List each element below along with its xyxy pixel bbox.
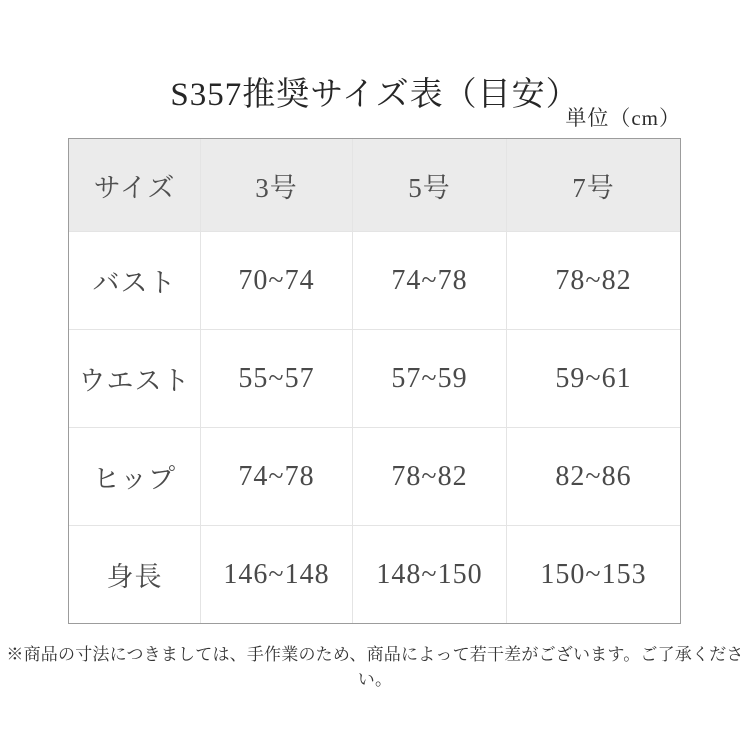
- table-row-hip: [69, 427, 680, 525]
- cell-bust-size5: 74~78: [352, 232, 506, 329]
- row-label-height: 身長: [106, 562, 163, 592]
- row-label-waist: ウエスト: [78, 366, 191, 396]
- page-title: S357推奨サイズ表（目安）: [170, 77, 580, 113]
- header-cell-size5: 5号: [352, 139, 506, 231]
- size-table: [68, 138, 681, 624]
- cell-height-size7: 150~153: [506, 526, 680, 623]
- table-row-bust: [69, 231, 680, 329]
- header-cell-size: サイズ: [93, 172, 176, 203]
- header-cell-size3: 3号: [200, 139, 352, 231]
- cell-waist-size5: 57~59: [352, 330, 506, 427]
- cell-height-size3: 146~148: [200, 526, 352, 623]
- cell-height-size5: 148~150: [352, 526, 506, 623]
- unit-label: 単位（cm）: [565, 106, 681, 130]
- table-header-row: [69, 139, 680, 231]
- row-label-hip: ヒップ: [92, 464, 177, 494]
- table-row-height: [69, 525, 680, 623]
- cell-bust-size7: 78~82: [506, 232, 680, 329]
- cell-hip-size3: 74~78: [200, 428, 352, 525]
- cell-bust-size3: 70~74: [200, 232, 352, 329]
- table-row-waist: [69, 329, 680, 427]
- cell-waist-size7: 59~61: [506, 330, 680, 427]
- cell-hip-size5: 78~82: [352, 428, 506, 525]
- row-label-bust: バスト: [92, 268, 177, 298]
- cell-hip-size7: 82~86: [506, 428, 680, 525]
- cell-waist-size3: 55~57: [200, 330, 352, 427]
- footnote: ※商品の寸法につきましては、手作業のため、商品によって若干差がございます。ご了承ください。: [6, 645, 744, 689]
- header-cell-size7: 7号: [506, 139, 680, 231]
